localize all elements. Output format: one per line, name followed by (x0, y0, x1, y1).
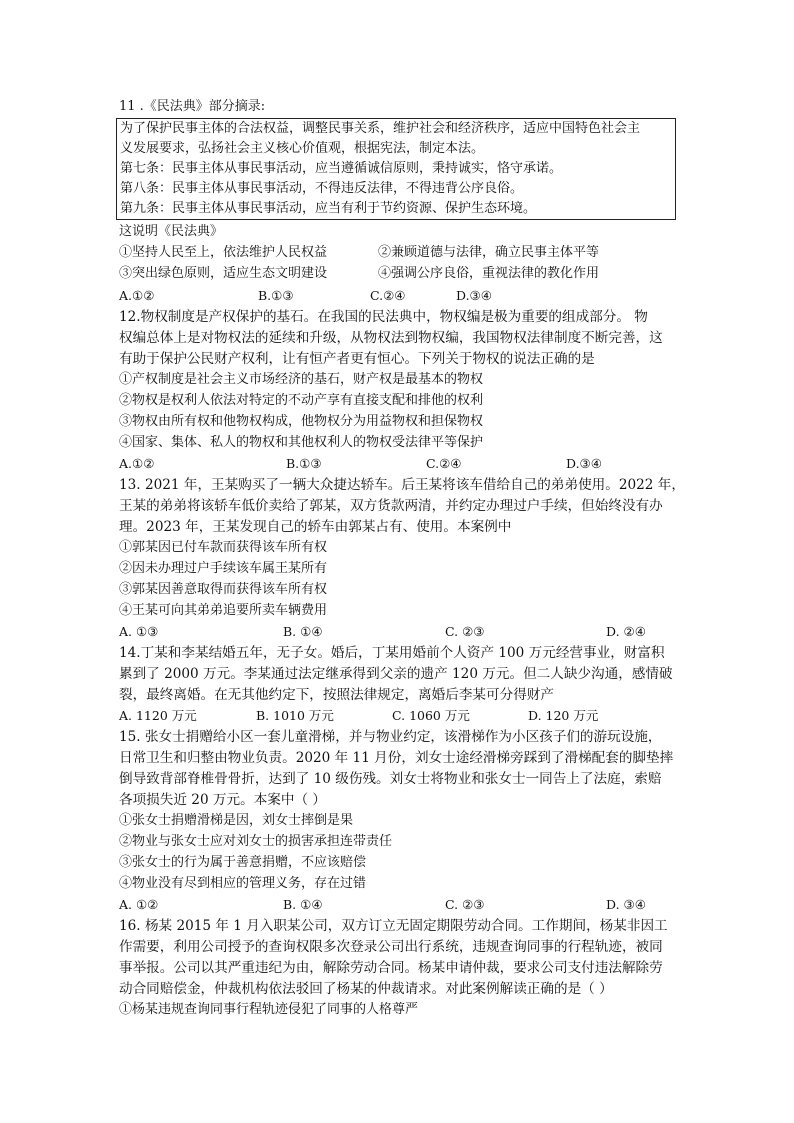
q12-statement: ④国家、集体、私人的物权和其他权利人的物权受法律平等保护 (119, 435, 484, 450)
q14-option-a: A. 1120 万元 (119, 708, 197, 723)
q12-option-c: C.②④ (426, 456, 462, 471)
q11-header: 11 .《民法典》部分摘录: (119, 99, 266, 114)
q11-statement: ③突出绿色原则，适应生态文明建设 (119, 266, 328, 281)
q15-option-a: A. ①② (119, 897, 159, 912)
q15-statement: ④物业没有尽到相应的管理义务，存在过错 (119, 876, 367, 891)
q15-option-d: D. ③④ (606, 897, 646, 912)
q11-option-a: A.①② (119, 288, 155, 303)
q13-option-d: D. ②④ (606, 624, 646, 639)
q13-stem-line: 理。2023 年，王某发现自己的轿车由郭某占有、使用。本案例中 (119, 519, 512, 535)
q12-stem-line: 12.物权制度是产权保护的基石。在我国的民法典中，物权编是极为重要的组成部分。 物 (119, 309, 648, 325)
q11-excerpt-line: 义发展要求，弘扬社会主义核心价值观，根据宪法，制定本法。 (120, 141, 485, 156)
q14-option-d: D. 120 万元 (528, 708, 599, 723)
q13-statement: ①郭某因已付车款而获得该车所有权 (119, 540, 328, 555)
q16-statement: ①杨某违规查询同事行程轨迹侵犯了同事的人格尊严 (119, 1002, 419, 1017)
q15-stem-line: 15. 张女士捐赠给小区一套儿童滑梯，并与物业约定，该滑梯作为小区孩子们的游玩设施， (119, 729, 662, 745)
q16-stem-line: 动合同赔偿金，仲裁机构依法驳回了杨某的仲裁请求。对此案例解读正确的是（ ） (119, 981, 613, 997)
q11-excerpt-line: 第九条：民事主体从事民事活动，应当有利于节约资源、保护生态环境。 (120, 201, 537, 216)
q13-option-b: B. ①④ (283, 624, 323, 639)
q16-stem-line: 作需要，利用公司授予的查询权限多次登录公司出行系统，违规查询同事的行程轨迹，被同 (119, 939, 663, 955)
q14-option-b: B. 1010 万元 (256, 708, 334, 723)
q16-stem-line: 16. 杨某 2015 年 1 月入职某公司，双方订立无固定期限劳动合同。工作期间，杨某非因工 (119, 918, 668, 934)
q14-stem-line: 14.丁某和李某结婚五年，无子女。婚后，丁某用婚前个人资产 100 万元经营事业，财富积 (119, 645, 665, 661)
q11-statement: ①坚持人民至上，依法维护人民权益 (119, 245, 328, 260)
q11-statement: ④强调公序良俗，重视法律的教化作用 (378, 266, 600, 281)
q11-excerpt-line: 第七条：民事主体从事民事活动，应当遵循诚信原则，秉持诚实，恪守承诺。 (120, 161, 563, 176)
q12-statement: ③物权由所有权和他物权构成，他物权分为用益物权和担保物权 (119, 414, 484, 429)
q15-option-c: C. ②③ (445, 897, 485, 912)
q13-stem-line: 王某的弟弟将该轿车低价卖给了郭某，双方货款两清，并约定办理过户手续，但始终没有办 (119, 498, 663, 514)
q13-statement: ④王某可向其弟弟追要所卖车辆费用 (119, 603, 328, 618)
q11-excerpt-line: 第八条：民事主体从事民事活动，不得违反法律，不得违背公序良俗。 (120, 181, 524, 196)
q12-option-b: B.①③ (286, 456, 322, 471)
q12-statement: ①产权制度是社会主义市场经济的基石，财产权是最基本的物权 (119, 372, 484, 387)
q14-stem-line: 累到了 2000 万元。李某通过法定继承得到父亲的遗产 120 万元。但二人缺少沟通，感情破 (119, 666, 673, 682)
q13-stem-line: 13. 2021 年，王某购买了一辆大众捷达轿车。后王某将该车借给自己的弟弟使用。2022 年， (119, 477, 685, 493)
q14-option-c: C. 1060 万元 (392, 708, 470, 723)
q15-statement: ①张女士捐赠滑梯是因，刘女士摔倒是果 (119, 813, 354, 828)
q15-stem-line: 日常卫生和归整由物业负责。2020 年 11 月份，刘女士途经滑梯旁踩到了滑梯配套的脚垫摔 (119, 750, 674, 766)
q14-stem-line: 裂，最终离婚。在无其他约定下，按照法律规定，离婚后李某可分得财产 (119, 687, 554, 703)
q15-statement: ②物业与张女士应对刘女士的损害承担连带责任 (119, 834, 393, 849)
q13-option-c: C. ②③ (445, 624, 485, 639)
q11-excerpt-box (116, 118, 676, 220)
q11-stem: 这说明《民法典》 (119, 224, 224, 239)
q13-statement: ②因未办理过户手续该车属王某所有 (119, 561, 328, 576)
q15-statement: ③张女士的行为属于善意捐赠，不应该赔偿 (119, 855, 367, 870)
q11-statement: ②兼顾道德与法律，确立民事主体平等 (378, 245, 600, 260)
q12-statement: ②物权是权利人依法对特定的不动产享有直接支配和排他的权利 (119, 393, 484, 408)
q13-option-a: A. ①③ (119, 624, 159, 639)
q12-stem-line: 权编总体上是对物权法的延续和升级，从物权法到物权编，我国物权法律制度不断完善，这 (119, 330, 663, 346)
q11-option-b: B.①③ (258, 288, 294, 303)
q13-statement: ③郭某因善意取得而获得该车所有权 (119, 582, 328, 597)
q15-stem-line: 各项损失近 20 万元。本案中（ ） (119, 792, 326, 808)
q12-option-a: A.①② (119, 456, 155, 471)
q12-option-d: D.③④ (566, 456, 602, 471)
q15-stem-line: 倒导致背部脊椎骨骨折，达到了 10 级伤残。刘女士将物业和张女士一同告上了法庭，索赔 (119, 771, 662, 787)
q11-option-d: D.③④ (456, 288, 492, 303)
q11-option-c: C.②④ (370, 288, 406, 303)
q15-option-b: B. ①④ (283, 897, 323, 912)
q12-stem-line: 有助于保护公民财产权利，让有恒产者更有恒心。下列关于物权的说法正确的是 (119, 351, 595, 367)
q11-excerpt-line: 为了保护民事主体的合法权益，调整民事关系，维护社会和经济秩序，适应中国特色社会主 (120, 121, 641, 136)
q16-stem-line: 事举报。公司以其严重违纪为由，解除劳动合同。杨某申请仲裁，要求公司支付违法解除劳 (119, 960, 663, 976)
